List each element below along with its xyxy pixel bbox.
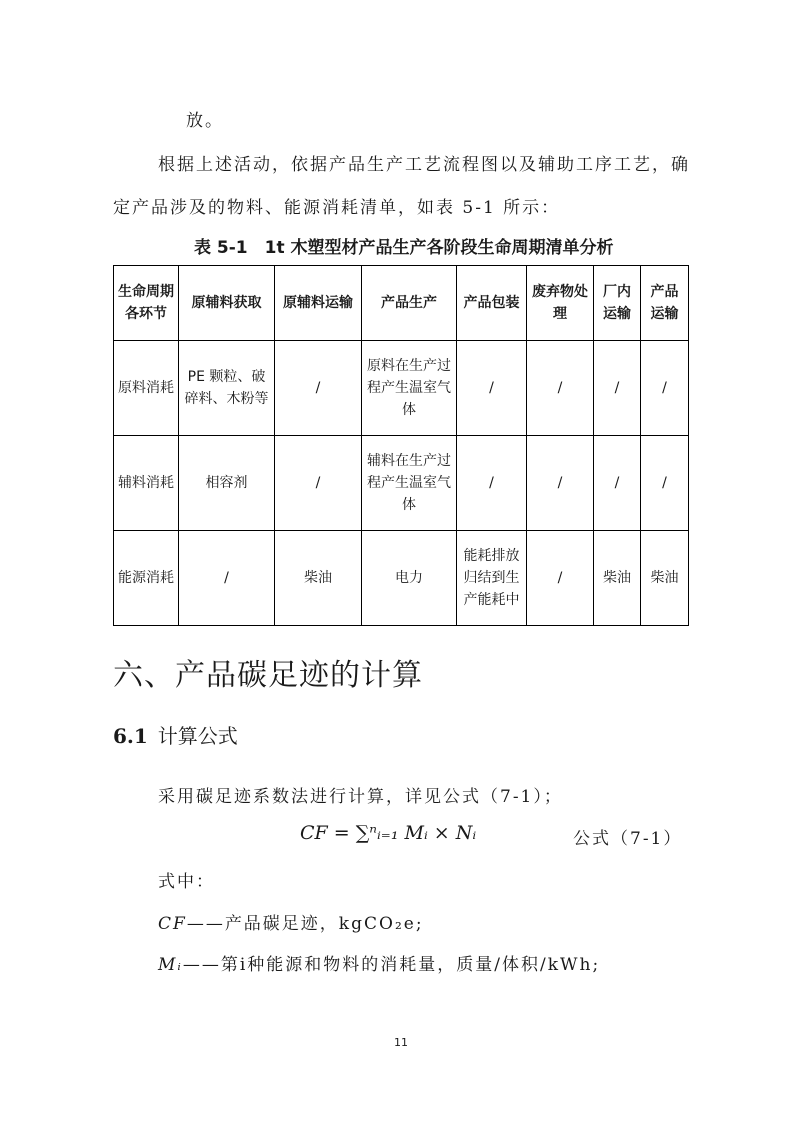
header-cell: 生命周期各环节 xyxy=(114,266,179,341)
table-cell: / xyxy=(457,436,527,531)
paragraph-line-1: 放。 xyxy=(186,111,224,131)
table-cell: / xyxy=(527,436,594,531)
table-cell: 辅料消耗 xyxy=(114,436,179,531)
table-cell: 柴油 xyxy=(594,531,641,626)
definition-mi xyxy=(158,950,600,975)
formula-label: 公式（7-1） xyxy=(573,829,683,849)
header-cell: 废弃物处理 xyxy=(527,266,594,341)
method-text: 采用碳足迹系数法进行计算，详见公式（7-1）； xyxy=(158,787,563,807)
header-cell: 原辅料获取 xyxy=(179,266,275,341)
table-cell: 能耗排放归结到生产能耗中 xyxy=(457,531,527,626)
header-cell: 原辅料运输 xyxy=(275,266,362,341)
cf-symbol: CF xyxy=(158,914,187,934)
header-cell: 产品运输 xyxy=(641,266,689,341)
header-cell: 产品包装 xyxy=(457,266,527,341)
mi-description: ——第i种能源和物料的消耗量，质量/体积/kWh; xyxy=(182,955,601,975)
definition-cf xyxy=(158,909,424,934)
page-number: 11 xyxy=(394,1036,408,1049)
table-cell: / xyxy=(275,436,362,531)
table-cell: / xyxy=(179,531,275,626)
table-cell: / xyxy=(594,341,641,436)
table-cell: / xyxy=(641,436,689,531)
paragraph-line-2: 根据上述活动，依据产品生产工艺流程图以及辅助工序工艺，确 xyxy=(158,155,690,175)
subsection-title: 计算公式 xyxy=(157,724,238,748)
table-cell: / xyxy=(527,531,594,626)
table-cell: 电力 xyxy=(362,531,457,626)
cf-description: ——产品碳足迹，kgCO₂e; xyxy=(186,914,424,934)
table-cell: / xyxy=(594,436,641,531)
lifecycle-inventory-table xyxy=(113,265,689,626)
table-cell: / xyxy=(457,341,527,436)
table-row xyxy=(114,531,689,626)
table-cell: 柴油 xyxy=(275,531,362,626)
subsection-number: 6.1 xyxy=(113,724,148,748)
mi-symbol: Mᵢ xyxy=(158,955,183,975)
table-row xyxy=(114,341,689,436)
table-row xyxy=(114,436,689,531)
table-caption: 表 5-1 1t 木塑型材产品生产各阶段生命周期清单分析 xyxy=(194,238,614,258)
table-cell: 原料在生产过程产生温室气体 xyxy=(362,341,457,436)
table-cell: 相容剂 xyxy=(179,436,275,531)
table-cell: 能源消耗 xyxy=(114,531,179,626)
header-cell: 产品生产 xyxy=(362,266,457,341)
paragraph-line-3: 定产品涉及的物料、能源消耗清单，如表 5-1 所示： xyxy=(113,198,561,218)
table-cell: / xyxy=(527,341,594,436)
table-cell: / xyxy=(641,341,689,436)
table-cell: 柴油 xyxy=(641,531,689,626)
table-header-row xyxy=(114,266,689,341)
section-heading: 六、产品碳足迹的计算 xyxy=(113,658,423,693)
header-cell: 厂内运输 xyxy=(594,266,641,341)
table-cell: PE 颗粒、破碎料、木粉等 xyxy=(179,341,275,436)
where-label: 式中： xyxy=(158,872,215,892)
subsection-heading xyxy=(113,720,238,749)
table-cell: 辅料在生产过程产生温室气体 xyxy=(362,436,457,531)
table-cell: / xyxy=(275,341,362,436)
formula-expression: CF = ∑ⁿᵢ₌₁ Mᵢ × Nᵢ xyxy=(300,822,477,844)
table-cell: 原料消耗 xyxy=(114,341,179,436)
